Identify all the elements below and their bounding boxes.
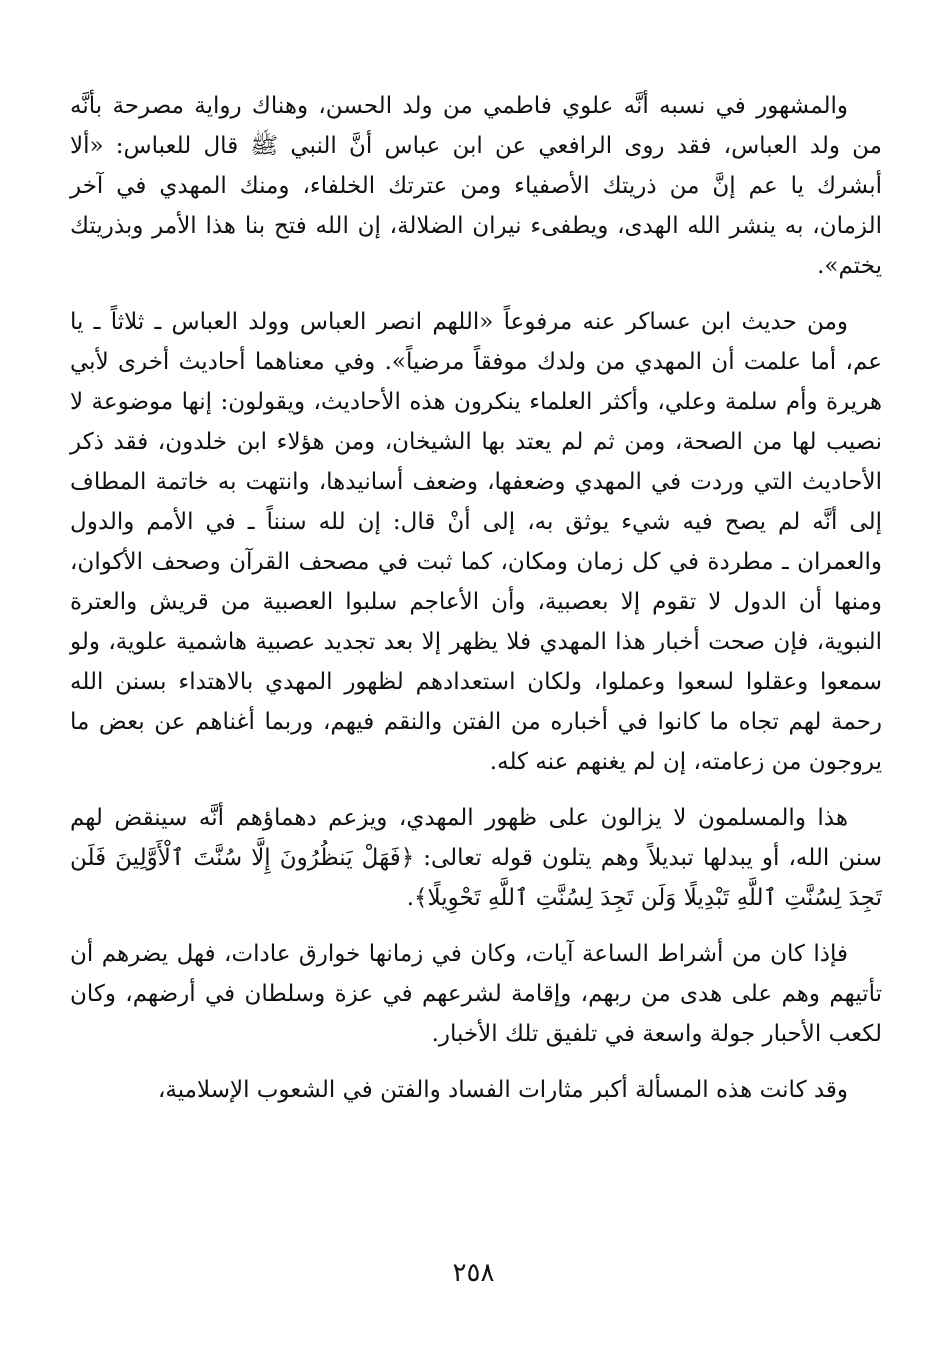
- page-body: [70, 86, 882, 1126]
- paragraph-1: والمشهور في نسبه أنَّه علوي فاطمي من ولد الحسن، وهناك رواية مصرحة بأنَّه من ولد العباس، فقد روى الرافعي عن ابن عباس أنَّ النبي ﷺ قال للعباس: «ألا أبشرك يا عم إنَّ من ذريتك الأصفياء ومن عترتك الخلفاء، ومنك المهدي في آخر الزمان، به ينشر الله الهدى، ويطفىء نيران الضلالة، إن الله فتح بنا هذا الأمر وبذريتك يختم».: [70, 93, 883, 279]
- paragraph-5: وقد كانت هذه المسألة أكبر مثارات الفساد والفتن في الشعوب الإسلامية،: [157, 1077, 848, 1103]
- page-number: ٢٥٨: [452, 1258, 495, 1288]
- paragraph-3: هذا والمسلمون لا يزالون على ظهور المهدي، ويزعم دهماؤهم أنَّه سينقض لهم سنن الله، أو يبدلها تبديلاً وهم يتلون قوله تعالى: ﴿فَهَلْ يَنظُرُونَ إِلَّا سُنَّتَ ٱلْأَوَّلِينَ فَلَن تَجِدَ لِسُنَّتِ ٱللَّهِ تَبْدِيلًا وَلَن تَجِدَ لِسُنَّتِ ٱللَّهِ تَحْوِيلًا﴾.: [70, 805, 882, 911]
- paragraph-4: فإذا كان من أشراط الساعة آيات، وكان في زمانها خوارق عادات، فهل يضرهم أن تأتيهم وهم على هدى من ربهم، وإقامة لشرعهم في عزة وسلطان في أرضهم، وكان لكعب الأحبار جولة واسعة في تلفيق تلك الأخبار.: [70, 941, 882, 1047]
- paragraph-2: ومن حديث ابن عساكر عنه مرفوعاً «اللهم انصر العباس وولد العباس ـ ثلاثاً ـ يا عم، أما علمت أن المهدي من ولدك موفقاً مرضياً». وفي معناهما أحاديث أخرى لأبي هريرة وأم سلمة وعلي، وأكثر العلماء ينكرون هذه الأحاديث، ويقولون: إنها موضوعة لا نصيب لها من الصحة، ومن ثم لم يعتد بها الشيخان، ومن هؤلاء ابن خلدون، فقد ذكر الأحاديث التي وردت في المهدي وضعفها، وضعف أسانيدها، وانتهت به خاتمة المطاف إلى أنَّه لم يصح فيه شيء يوثق به، إلى أنْ قال: إن لله سنناً ـ في الأمم والدول والعمران ـ مطردة في كل زمان ومكان، كما ثبت في مصحف القرآن وصحف الأكوان، ومنها أن الدول لا تقوم إلا بعصبية، وأن الأعاجم سلبوا العصبية من قريش والعترة النبوية، فإن صحت أخبار هذا المهدي فلا يظهر إلا بعد تجديد عصبية هاشمية علوية، ولو سمعوا وعقلوا لسعوا وعملوا، ولكان استعدادهم لظهور المهدي بالاهتداء بسنن الله رحمة لهم تجاه ما كانوا في أخباره من الفتن والنقم فيهم، وربما أغناهم عن بعض ما يروجون من زعامته، إن لم يغنهم عنه كله.: [70, 309, 882, 775]
